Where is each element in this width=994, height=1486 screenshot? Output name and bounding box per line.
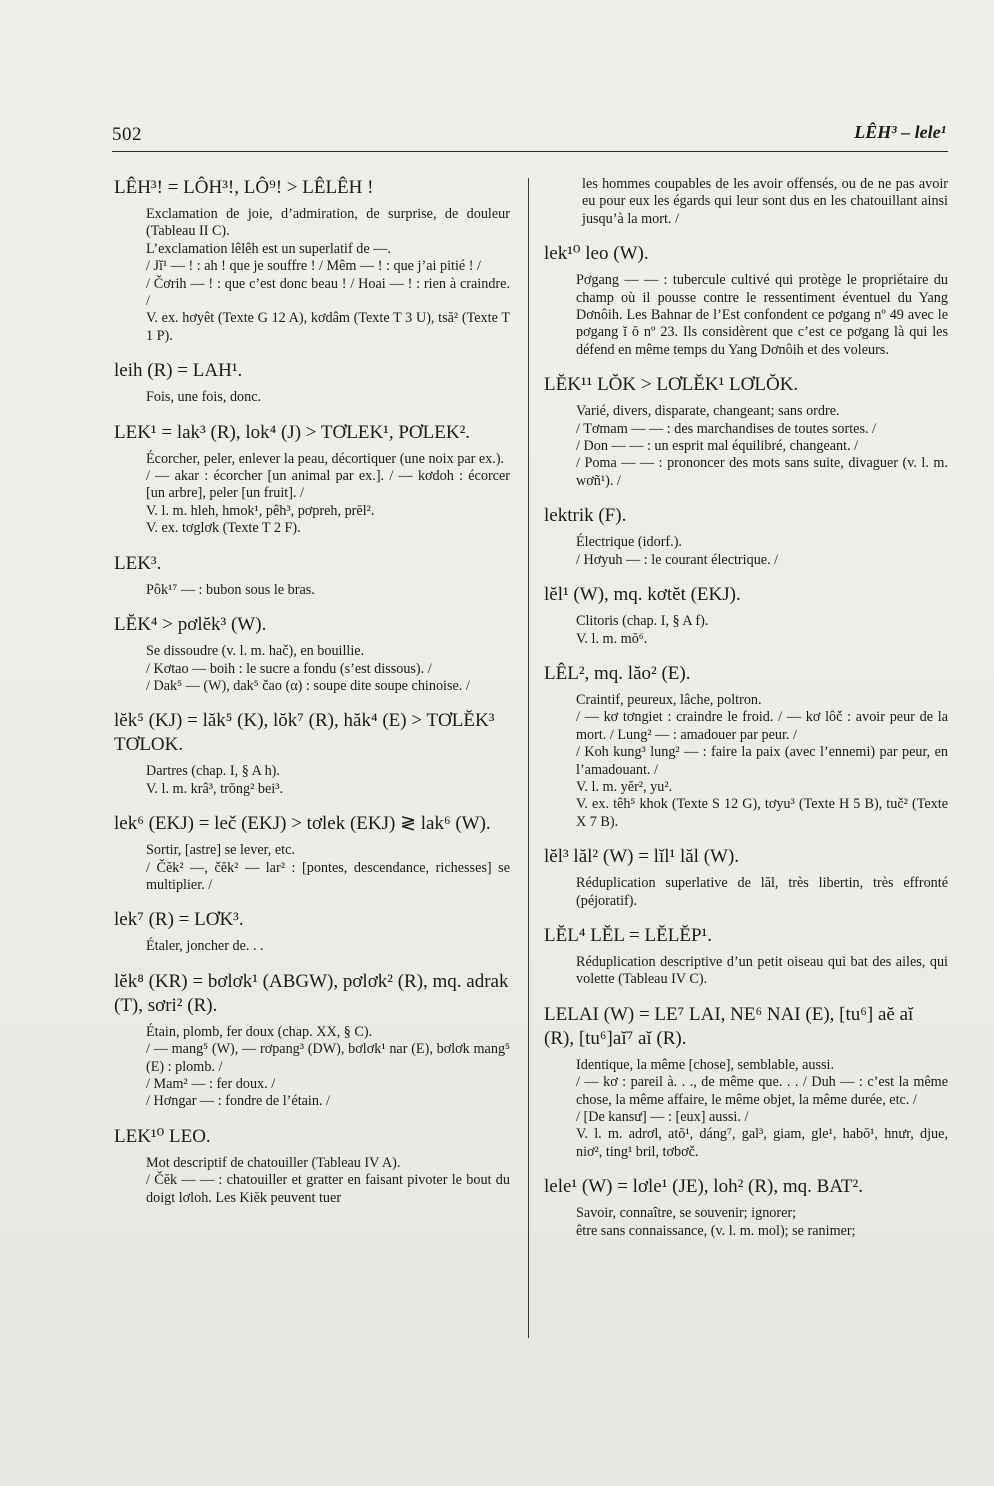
- entry-line: V. l. m. mŏ⁶.: [576, 630, 648, 647]
- entry-headword: LÊH³! = LÔH³!, LÔ⁹! > LÊLÊH !: [114, 177, 374, 198]
- entry-headword: lektrik (F).: [544, 505, 627, 527]
- entry-line: L’exclamation lêlêh est un superlatif de —.: [146, 240, 391, 257]
- entry-headword: leih (R) = LAH¹.: [114, 360, 243, 382]
- dictionary-entry: [114, 970, 510, 1111]
- entry-line: Réduplication descriptive d’un petit oiseau qui bat des ailes, qui volette (Tableau IV C).: [576, 953, 948, 988]
- dictionary-entry: [114, 709, 510, 798]
- entry-line: Clitoris (chap. I, § A f).: [576, 613, 709, 630]
- entry-line: Craintif, peureux, lâche, poltron.: [576, 691, 762, 708]
- entry-line: les hommes coupables de les avoir offensés, ou de ne pas avoir eu pour eux les égards qui leur sont dus en les chatouillant ainsi jusqu’à la mort. /: [582, 176, 948, 227]
- entry-line: V. l. m. yĕr², yu².: [576, 778, 673, 795]
- entry-line: Écorcher, peler, enlever la peau, décortiquer (une noix par ex.).: [146, 450, 505, 467]
- dictionary-entry: [544, 845, 948, 910]
- entry-line: Étaler, joncher de. . .: [146, 938, 264, 955]
- dictionary-entry: [114, 176, 510, 345]
- entry-headword: LEK³.: [114, 552, 162, 574]
- entry-headword: LĔL⁴ LĔL = LĔLĔP¹.: [544, 924, 712, 946]
- entry-line: Pôk¹⁷ — : bubon sous le bras.: [146, 581, 315, 598]
- entry-line: V. l. m. adrơl, atŏ¹, dáng⁷, gal³, giam, gle¹, habŏ¹, hnưr, djue, niơ², ting¹ bril, tơbơč.: [576, 1126, 948, 1160]
- entry-headword: lĕl³ lăl² (W) = lĭl¹ lăl (W).: [544, 846, 740, 868]
- entry-line: Varié, divers, disparate, changeant; sans ordre.: [576, 403, 840, 420]
- entry-line: V. l. m. krâ³, trŏng² bei³.: [146, 780, 284, 797]
- dictionary-entry: [544, 924, 948, 989]
- entry-headword: LELAI (W) = LE⁷ LAI, NE⁶ NAI (E), [tu⁶] aĕ aĭ (R), [tu⁶]aĭ⁷ aĭ (R).: [544, 1003, 914, 1049]
- dictionary-entry: [544, 242, 948, 359]
- entry-headword: lek⁶ (EKJ) = leč (EKJ) > tơlek (EKJ) ≷ lak⁶ (W).: [114, 813, 491, 835]
- entry-line: / Kơtao — boih : le sucre a fondu (s’est dissous). /: [146, 660, 432, 677]
- entry-headword: lĕk⁸ (KR) = bơlơk¹ (ABGW), pơlơk² (R), mq. adrak (T), sơri² (R).: [114, 970, 509, 1016]
- entry-line: / Hơyuh — : le courant électrique. /: [576, 551, 779, 568]
- entry-headword: lele¹ (W) = lơle¹ (JE), loh² (R), mq. BAT².: [544, 1176, 863, 1198]
- entry-line: / — mang⁵ (W), — rơpang³ (DW), bơlơk¹ nar (E), bơlơk mang⁵ (E) : plomb. /: [146, 1041, 510, 1075]
- entry-line: / Čĕk² —, čĕk² — lar² : [pontes, descendance, richesses] se multiplier. /: [146, 859, 510, 893]
- right-column: [544, 176, 948, 1254]
- entry-line: / Koh kung³ lung² — : faire la paix (avec l’ennemi) par peur, en l’amadouant. /: [576, 744, 948, 778]
- entry-line: / Čơrih — ! : que c’est donc beau ! / Hoai — ! : rien à craindre. /: [146, 275, 510, 310]
- entry-line: être sans connaissance, (v. l. m. mol); se ranimer;: [576, 1222, 856, 1239]
- entry-line: Électrique (idorf.).: [576, 534, 682, 551]
- dictionary-entry: [544, 662, 948, 831]
- dictionary-entry: [114, 552, 510, 599]
- entry-line: / Hơngar — : fondre de l’étain. /: [146, 1093, 331, 1110]
- dictionary-entry: [114, 812, 510, 894]
- entry-headword: LEK¹ = lak³ (R), lok⁴ (J) > TƠLEK¹, PƠLEK².: [114, 421, 471, 443]
- entry-headword: LĔK⁴ > pơlĕk³ (W).: [114, 614, 267, 636]
- entry-line: / Čĕk — — : chatouiller et gratter en faisant pivoter le bout du doigt lơloh. Les Kiĕk peuvent tuer: [146, 1172, 510, 1206]
- entry-line: / [De kansư] — : [eux] aussi. /: [576, 1109, 749, 1125]
- entry-line: Identique, la même [chose], semblable, aussi.: [576, 1056, 835, 1073]
- left-column: [114, 176, 510, 1221]
- entry-line: Réduplication superlative de lăl, très libertin, très effronté (péjoratif).: [576, 875, 948, 909]
- entry-line: / Dak⁵ — (W), dak⁵ čao (α) : soupe dite soupe chinoise. /: [146, 677, 470, 694]
- entry-line: / Don — — : un esprit mal équilibré, changeant. /: [576, 438, 859, 455]
- dictionary-entry: [114, 613, 510, 695]
- entry-line: V. l. m. hleh, hmok¹, pêh³, pơpreh, prĕl².: [146, 502, 375, 519]
- dictionary-entry: [544, 1175, 948, 1240]
- entry-line: V. ex. hơyêt (Texte G 12 A), kơdâm (Texte T 3 U), tsă² (Texte T 1 P).: [146, 310, 510, 344]
- entry-headword: LĔK¹¹ LŎK > LƠLĔK¹ LƠLŎK.: [544, 374, 799, 396]
- entry-line: Se dissoudre (v. l. m. hač), en bouillie.: [146, 643, 365, 660]
- entry-headword: lĕl¹ (W), mq. kơtĕt (EKJ).: [544, 584, 741, 606]
- dictionary-entry: [544, 373, 948, 490]
- entry-line: Fois, une fois, donc.: [146, 389, 262, 406]
- dictionary-entry: [114, 359, 510, 406]
- entry-headword: lĕk⁵ (KJ) = lăk⁵ (K), lŏk⁷ (R), hăk⁴ (E) > TƠLĔK³ TƠLOK.: [114, 710, 495, 756]
- entry-line: Étain, plomb, fer doux (chap. XX, § C).: [146, 1023, 373, 1040]
- page-number: 502: [112, 124, 142, 145]
- entry-line: Dartres (chap. I, § A h).: [146, 763, 280, 780]
- dictionary-entry: [114, 1125, 510, 1207]
- entry-line: / Mam² — : fer doux. /: [146, 1075, 276, 1092]
- entry-line: Savoir, connaître, se souvenir; ignorer;: [576, 1205, 797, 1222]
- continuation-text: [544, 176, 948, 228]
- dictionary-entry: [544, 583, 948, 648]
- dictionary-entry: [114, 908, 510, 955]
- header-rule: [112, 151, 948, 152]
- entry-line: / Jĭ¹ — ! : ah ! que je souffre ! / Mêm — ! : que j’ai pitié ! /: [146, 258, 481, 275]
- dictionary-entry: [544, 504, 948, 569]
- entry-headword: LÊL², mq. lăo² (E).: [544, 662, 691, 684]
- entry-headword: lek⁷ (R) = LƠK³.: [114, 909, 244, 931]
- entry-line: Pơgang — — : tubercule cultivé qui protège le propriétaire du champ où il pousse contre le ressentiment éventuel du Yang Dơnôih. Les Bahnar de l’Est confondent ce pơgang nº 49 avec le pơgang ĭ ŏ nº 23. Ils considèrent que c’est ce pơgang là qui les défend en même temps du Yang Dơnôih et des voleurs.: [576, 272, 948, 358]
- entry-headword: LEK¹⁰ LEO.: [114, 1125, 211, 1147]
- column-divider: [528, 178, 529, 1338]
- entry-line: Exclamation de joie, d’admiration, de surprise, de douleur (Tableau II C).: [146, 206, 510, 240]
- entry-line: / — kơ : pareil à. . ., de même que. . . / Duh — : c’est la même chose, la même affaire, le même objet, la même durée, etc. /: [576, 1074, 948, 1108]
- entry-headword: lek¹⁰ leo (W).: [544, 243, 649, 265]
- entry-line: / Poma — — : prononcer des mots sans suite, divaguer (v. l. m. wơñ¹). /: [576, 455, 948, 489]
- entry-line: Mot descriptif de chatouiller (Tableau IV A).: [146, 1154, 401, 1171]
- dictionary-entry: [544, 1003, 948, 1161]
- running-head: LÊH³ – lele¹: [854, 122, 946, 142]
- entry-line: / — akar : écorcher [un animal par ex.]. / — kơdoh : écorcer [un arbre], peler [un fruit]. /: [146, 468, 510, 502]
- entry-line: V. ex. têh⁵ khok (Texte S 12 G), tơyu³ (Texte H 5 B), tuč² (Texte X 7 B).: [576, 796, 948, 830]
- entry-line: / — kơ tơngiet : craindre le froid. / — kơ lôč : avoir peur de la mort. / Lung² — : amadouer par peur. /: [576, 709, 948, 743]
- entry-line: / Tơmam — — : des marchandises de toutes sortes. /: [576, 420, 877, 437]
- dictionary-entry: [114, 421, 510, 538]
- entry-line: V. ex. tơglơk (Texte T 2 F).: [146, 520, 301, 537]
- entry-line: Sortir, [astre] se lever, etc.: [146, 842, 295, 859]
